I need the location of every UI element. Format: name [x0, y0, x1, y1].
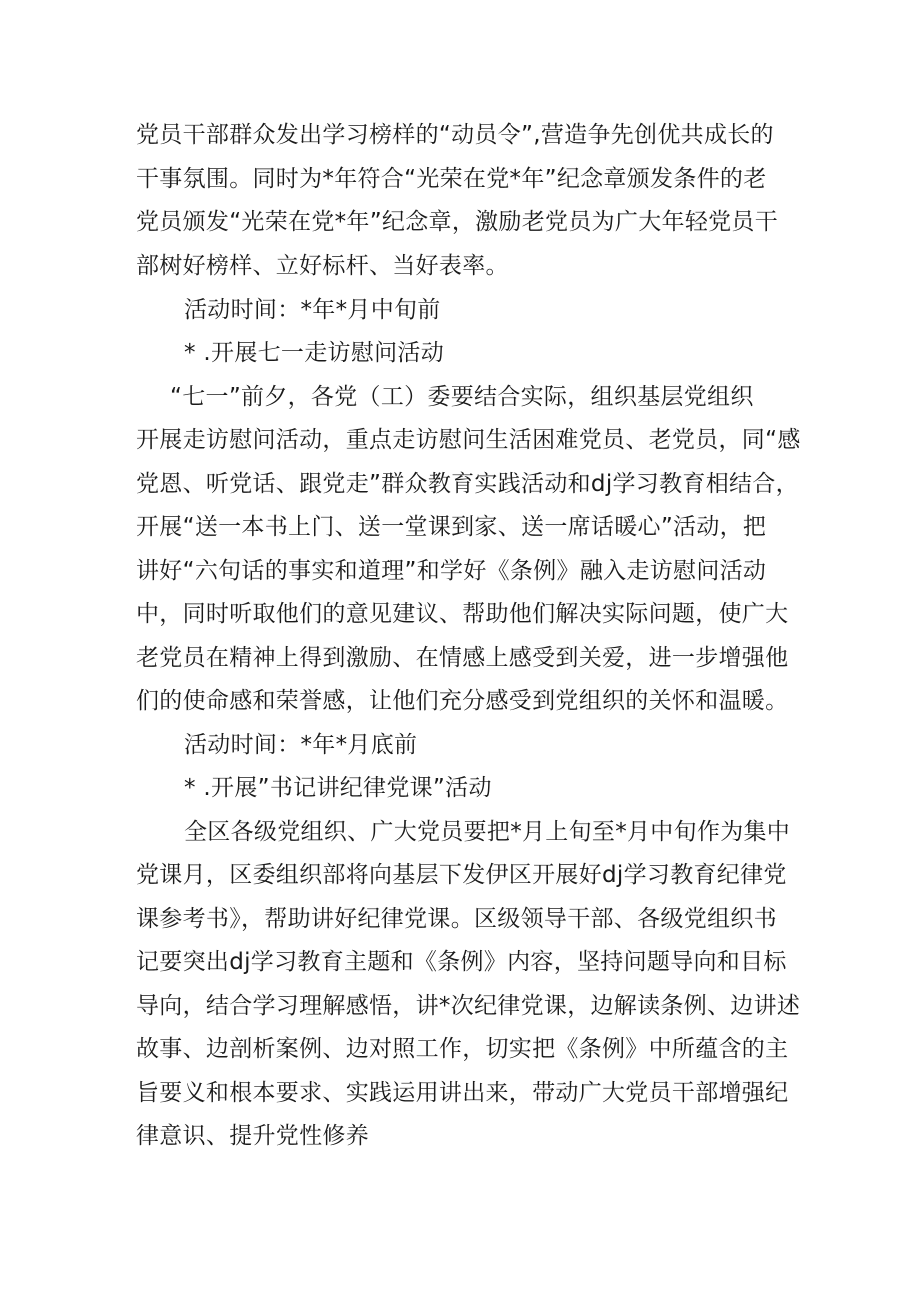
activity-time-line: 活动时间：*年*月底前: [184, 732, 418, 758]
paragraph-line: 们的使命感和荣誉感，让他们充分感受到党组织的关怀和温暖。: [136, 688, 789, 714]
paragraph-line: 党课月，区委组织部将向基层下发伊区开展好dj学习教育纪律党: [136, 862, 787, 888]
paragraph-line: 课参考书》，帮助讲好纪律党课。区级领导干部、各级党组织书: [136, 906, 777, 932]
paragraph-line: “七一”前夕，各党（工）委要结合实际，组织基层党组织: [170, 384, 754, 410]
paragraph-line: 故事、边剖析案例、边对照工作，切实把《条例》中所蕴含的主: [136, 1036, 789, 1062]
paragraph-line: 记要突出dj学习教育主题和《条例》内容，坚持问题导向和目标: [136, 949, 787, 975]
paragraph-line: 党员干部群众发出学习榜样的“动员令”,营造争先创优共成长的: [136, 122, 774, 148]
paragraph-line: 开展“送一本书上门、送一堂课到家、送一席话暖心”活动，把: [136, 514, 767, 540]
paragraph-line: 党员颁发“光荣在党*年”纪念章，激励老党员为广大年轻党员干: [136, 209, 779, 235]
paragraph-line: 老党员在精神上得到激励、在情感上感受到关爱，进一步增强他: [136, 645, 789, 671]
section-heading: * .开展七一走访慰问活动: [184, 340, 445, 366]
paragraph-line: 中，同时听取他们的意见建议、帮助他们解决实际问题，使广大: [136, 601, 789, 627]
paragraph-line: 部树好榜样、立好标杆、当好表率。: [136, 253, 509, 279]
paragraph-line: 讲好“六句话的事实和道理”和学好《条例》融入走访慰问活动: [136, 558, 767, 584]
paragraph-line: 开展走访慰问活动，重点走访慰问生活困难党员、老党员，同“感: [136, 427, 801, 453]
paragraph-line: 党恩、听党话、跟党走”群众教育实践活动和dj学习教育相结合，: [136, 471, 799, 497]
paragraph-line: 全区各级党组织、广大党员要把*月上旬至*月中旬作为集中: [184, 819, 791, 845]
section-heading: * .开展”书记讲纪律党课”活动: [184, 775, 492, 801]
paragraph-line: 旨要义和根本要求、实践运用讲出来，带动广大党员干部增强纪: [136, 1080, 789, 1106]
paragraph-line: 干事氛围。同时为*年符合“光荣在党*年”纪念章颁发条件的老: [136, 166, 767, 192]
activity-time-line: 活动时间：*年*月中旬前: [184, 297, 441, 323]
paragraph-line: 导向，结合学习理解感悟，讲*次纪律党课，边解读条例、边讲述: [136, 993, 801, 1019]
paragraph-line: 律意识、提升党性修养: [136, 1123, 369, 1149]
